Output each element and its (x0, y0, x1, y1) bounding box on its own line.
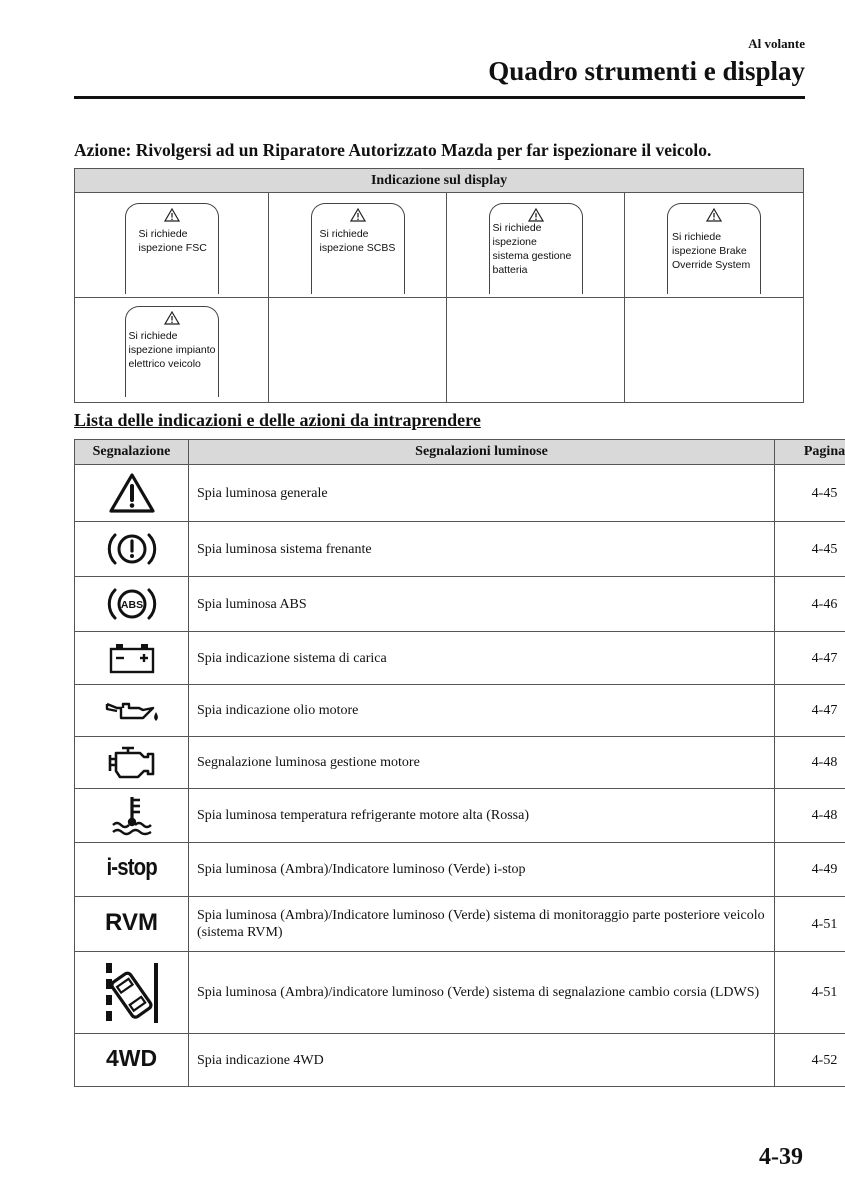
signal-description: Spia indicazione sistema di carica (189, 632, 775, 685)
table-row (75, 1034, 845, 1087)
table-row (75, 632, 845, 685)
page-reference: 4-48 (775, 789, 845, 843)
page-number: 4-39 (759, 1144, 803, 1170)
table-row (75, 789, 845, 843)
signal-cell (75, 897, 189, 952)
display-cell-empty (625, 298, 804, 403)
signal-description: Spia luminosa generale (189, 465, 775, 522)
display-cell (75, 298, 269, 403)
header-divider (74, 96, 805, 99)
warning-triangle-icon (350, 208, 366, 222)
signal-description: Spia luminosa ABS (189, 577, 775, 632)
panel-text-line: ispezione SCBS (319, 242, 396, 254)
panel-text-line: batteria (492, 264, 528, 276)
page-reference: 4-51 (775, 897, 845, 952)
panel-text-line: Si richiede (128, 330, 178, 342)
display-panel-battery (489, 203, 583, 294)
lane-departure-icon (102, 960, 162, 1026)
battery-icon (107, 641, 157, 675)
warning-triangle-icon (164, 208, 180, 222)
display-cell (75, 193, 269, 298)
general-warning-icon (108, 472, 156, 514)
table-row (75, 522, 845, 577)
signal-cell (75, 632, 189, 685)
list-heading: Lista delle indicazioni e delle azioni da intraprendere (74, 410, 481, 430)
column-header-page: Pagina (775, 440, 845, 465)
table-row (75, 843, 845, 897)
4wd-icon: 4WD (105, 1044, 158, 1071)
signal-cell (75, 789, 189, 843)
display-cell (447, 193, 625, 298)
display-table-header: Indicazione sul display (75, 169, 804, 193)
indications-list-table (74, 439, 845, 1087)
action-instruction: Azione: Rivolgersi ad un Riparatore Autorizzato Mazda per far ispezionare il veicolo. (74, 140, 712, 160)
coolant-temperature-icon (109, 795, 155, 837)
abs-icon-text: ABS (120, 599, 143, 611)
i-stop-icon: i-stop (106, 854, 157, 881)
signal-cell (75, 952, 189, 1034)
table-row (75, 952, 845, 1034)
signal-description: Spia indicazione 4WD (189, 1034, 775, 1087)
signal-description: Segnalazione luminosa gestione motore (189, 737, 775, 789)
panel-text-line: elettrico veicolo (128, 358, 201, 370)
display-panel-electrical (125, 306, 219, 397)
panel-text-line: ispezione Brake (672, 245, 747, 257)
table-row (75, 465, 845, 522)
display-cell (269, 193, 447, 298)
warning-triangle-icon (706, 208, 722, 222)
signal-cell (75, 577, 189, 632)
page-reference: 4-48 (775, 737, 845, 789)
table-row (75, 737, 845, 789)
brake-system-icon (106, 529, 158, 569)
display-panel-brake-override (667, 203, 761, 294)
warning-triangle-icon (164, 311, 180, 325)
signal-cell (75, 465, 189, 522)
panel-text-line: sistema gestione (492, 250, 572, 262)
signal-cell (75, 843, 189, 897)
page-reference: 4-49 (775, 843, 845, 897)
table-row (75, 685, 845, 737)
display-indication-table (74, 168, 804, 403)
page-reference: 4-47 (775, 685, 845, 737)
panel-text-line: Si richiede (138, 228, 188, 240)
engine-icon (104, 744, 160, 782)
page-reference: 4-46 (775, 577, 845, 632)
display-panel-scbs (311, 203, 405, 294)
panel-text-line: ispezione FSC (138, 242, 207, 254)
panel-text-line: Override System (672, 259, 751, 271)
signal-description: Spia indicazione olio motore (189, 685, 775, 737)
table-row (75, 897, 845, 952)
display-cell (625, 193, 804, 298)
page-reference: 4-52 (775, 1034, 845, 1087)
signal-cell (75, 737, 189, 789)
panel-text-line: Si richiede (319, 228, 369, 240)
signal-description: Spia luminosa (Ambra)/Indicatore luminoso (Verde) sistema di monitoraggio parte posteriore veicolo (sistema RVM) (189, 897, 775, 952)
rvm-icon: RVM (105, 908, 158, 936)
signal-description: Spia luminosa (Ambra)/Indicatore luminoso (Verde) i-stop (189, 843, 775, 897)
page-reference: 4-45 (775, 522, 845, 577)
page-reference: 4-51 (775, 952, 845, 1034)
signal-description: Spia luminosa (Ambra)/indicatore luminoso (Verde) sistema di segnalazione cambio corsia (LDWS) (189, 952, 775, 1034)
signal-cell (75, 685, 189, 737)
display-cell-empty (447, 298, 625, 403)
section-label: Al volante (748, 36, 805, 51)
column-header-lights: Segnalazioni luminose (189, 440, 775, 465)
page-reference: 4-47 (775, 632, 845, 685)
panel-text-line: ispezione impianto (128, 344, 216, 356)
signal-cell (75, 1034, 189, 1087)
display-cell-empty (269, 298, 447, 403)
panel-text-line: Si richiede (672, 231, 722, 243)
panel-text-line: ispezione (492, 236, 537, 248)
warning-triangle-icon (528, 208, 544, 222)
page-reference: 4-45 (775, 465, 845, 522)
display-panel-fsc (125, 203, 219, 294)
page-title: Quadro strumenti e display (488, 56, 805, 86)
panel-text-line: Si richiede (492, 222, 542, 234)
abs-icon (106, 584, 158, 624)
column-header-signal: Segnalazione (75, 440, 189, 465)
signal-cell (75, 522, 189, 577)
signal-description: Spia luminosa sistema frenante (189, 522, 775, 577)
oil-can-icon (103, 696, 161, 726)
signal-description: Spia luminosa temperatura refrigerante motore alta (Rossa) (189, 789, 775, 843)
table-row (75, 577, 845, 632)
